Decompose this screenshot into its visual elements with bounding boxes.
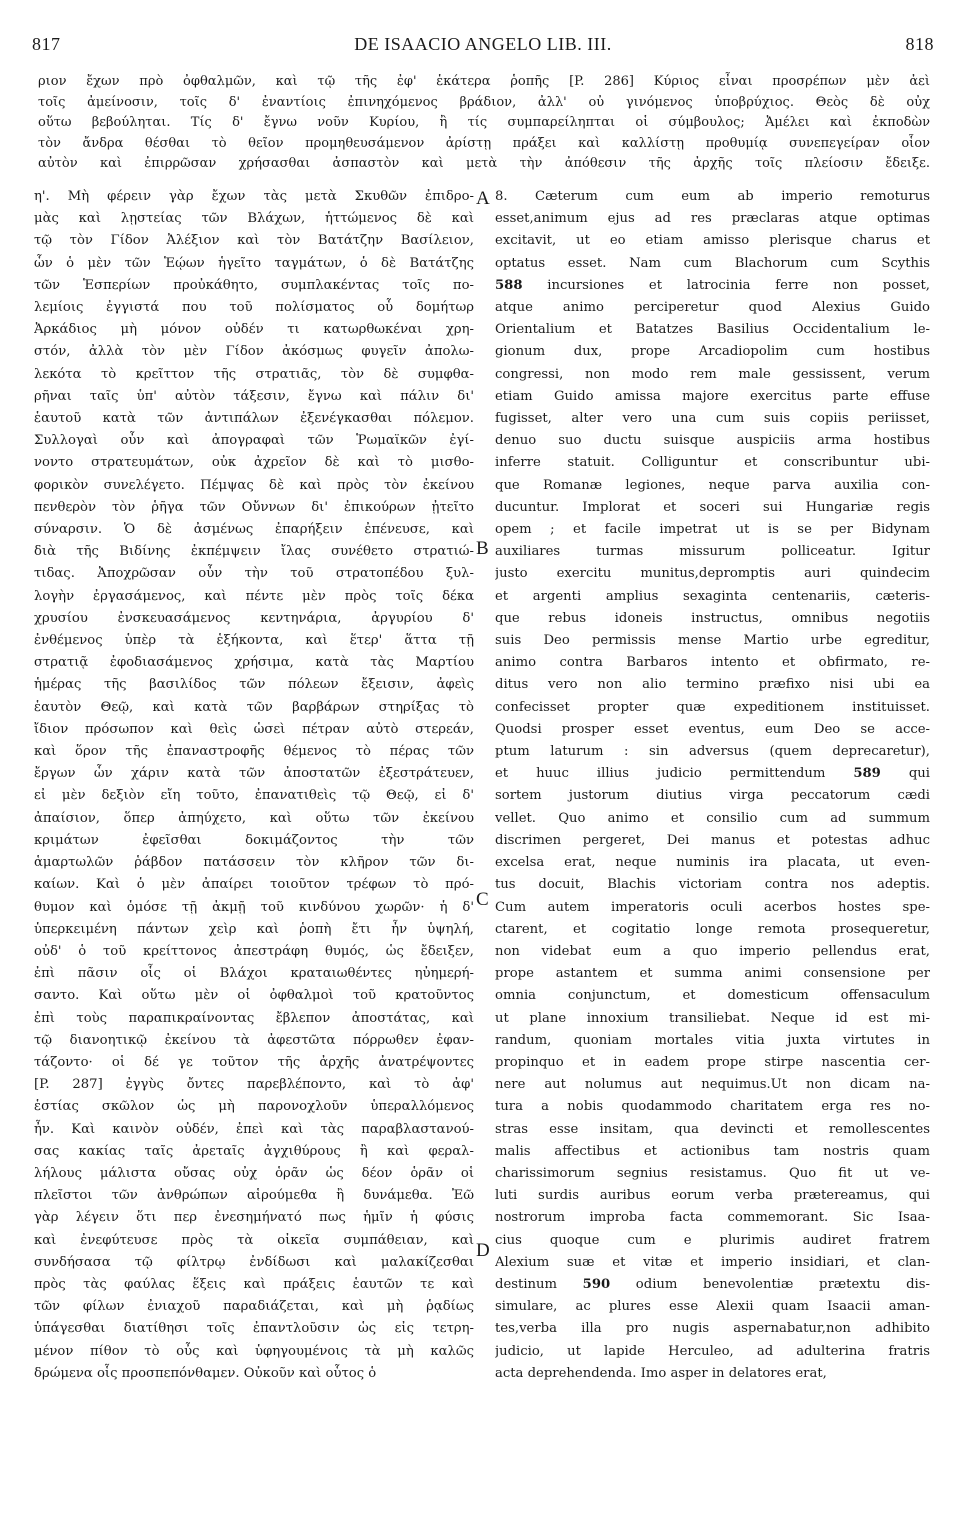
- latin-line: que rebus idoneis instructus, omnibus negotiis: [495, 610, 930, 626]
- greek-line: λογὴν ἐργασάμενος, καὶ πέντε μὲν πρὸς τοῖς δέκα: [34, 588, 474, 604]
- latin-line: charissimorum segnius resistamus. Quo fit ut ve-: [495, 1165, 930, 1181]
- latin-line: ptum laturum : sin adversus (quem deprecaretur),: [495, 744, 930, 760]
- latin-line: fugisset, alter vero una cum suis copiis periisset,: [495, 411, 930, 427]
- latin-line: atque animo perciperetur quod Alexius Guido: [495, 300, 930, 316]
- margin-letter-a: A: [476, 188, 490, 209]
- latin-line: tura a nobis quodammodo charitatem erga res no-: [495, 1099, 930, 1115]
- latin-line: stras esse insitam, qua devincti et remollescentes: [495, 1121, 930, 1137]
- greek-line: ὑπερκειμένη πάντων χεὶρ καὶ ῥοπὴ ἔτι ἦν ὑψηλή,: [34, 921, 474, 937]
- greek-line: καίων. Καὶ ὁ μὲν ἀπαίρει τοιοῦτον τρέφων τὸ πρό-: [34, 877, 474, 893]
- greek-line: μὰς καὶ λῃστείας τῶν Βλάχων, ἡττώμενος δὲ καὶ: [34, 211, 474, 227]
- text-line: τὸν ἄνδρα θέσθαι τὸ θεῖον προμηθευσάμενον ἀρίστῃ πράξει καὶ καλλίστῃ προθυμίᾳ συνεπεγείραν οἷον: [38, 135, 930, 151]
- latin-line: judicio, ut lapide Herculeo, ad adulterina fratris: [495, 1343, 930, 1359]
- greek-line: διὰ τῆς Βιδίνης ἐκπέμψειν ἴλας συνέθετο στρατιώ-: [34, 544, 474, 560]
- latin-line: confecisset propter quæ expeditionem instituisset.: [495, 699, 930, 715]
- running-header: [32, 34, 934, 56]
- latin-line: justo exercitu munitus,depromptis auri quindecim: [495, 566, 930, 582]
- latin-line: et huuc illius judicio permittendum 589 qui: [495, 766, 930, 782]
- greek-line: τῶν Ἑσπερίων προὐκάθητο, συμπλακέντας τοῖς πο-: [34, 277, 474, 293]
- latin-line: propinquo et in eadem prope stirpe nascentia cer-: [495, 1054, 930, 1070]
- greek-line: φορικὸν συνελέγετο. Πέμψας δὲ καὶ πρὸς τὸν ἐκείνου: [34, 477, 474, 493]
- greek-line: ἐνθέμενος ὑπὲρ τὰ ἑξήκοντα, καὶ ἕτερ' ἅττα τῇ: [34, 633, 474, 649]
- greek-line: σας κακίας ταῖς ἀρεταῖς ἀγχιθύρους ἢ καὶ φεραλ-: [34, 1143, 474, 1159]
- latin-line: malis affectibus et actionibus tam nostris quam: [495, 1143, 930, 1159]
- greek-line: χρυσίου ἐνσκευασάμενος κεντηνάρια, ἀργυρίου δ': [34, 610, 474, 626]
- full-width-text-block: [38, 72, 930, 175]
- greek-line: Συλλογαὶ οὖν καὶ ἀπογραφαὶ τῶν Ῥωμαϊκῶν ἐγί-: [34, 433, 474, 449]
- latin-line: auxiliares turmas missurum polliceatur. Igitur: [495, 544, 930, 560]
- latin-line: discrimen pergeret, Dei manus et potestas adhuc: [495, 832, 930, 848]
- greek-line: [P. 287] ἐγγὺς ὄντες παρεβλέποντο, καὶ τὸ ἀφ': [34, 1077, 474, 1093]
- latin-line: inferre statuit. Colliguntur et conscribuntur ubi-: [495, 455, 930, 471]
- latin-line: non videbat eum a quo imperio pellendus erat,: [495, 943, 930, 959]
- latin-line: tus docuit, Blachis victoriam contra nos adeptis.: [495, 877, 930, 893]
- text-line: ριον ἔχων πρὸ ὀφθαλμῶν, καὶ τῷ τῆς ἐφ' ἑκάτερα ῥοπῆς [P. 286] Κύριος εἶναι προσρέπων μὲν ἀεὶ: [38, 74, 930, 89]
- latin-line: Alexium suæ et vitæ et imperio insidiari, et clan-: [495, 1254, 930, 1270]
- greek-line: πλεῖστοι τῶν ἀνθρώπων αἱρούμεθα ἢ δυνάμεθα. Ἐῶ: [34, 1188, 474, 1204]
- greek-line: λήλους μάλιστα οὔσας οὐχ ὁρᾶν ὡς δέον ὁρᾶν οἱ: [34, 1165, 474, 1181]
- margin-letter-c: C: [476, 889, 489, 910]
- greek-line: σύναρσιν. Ὁ δὲ ἀσμένως ἐπαρήξειν ἐπένευσε, καὶ: [34, 522, 474, 538]
- page-number-left: 817: [32, 34, 61, 54]
- latin-line: acta deprehendenda. Imo asper in delatores erat,: [495, 1365, 827, 1381]
- greek-line: ρῆναι ταῖς ὑπ' αὐτὸν τάξεσιν, ἔγνω καὶ πάλιν δι': [34, 388, 474, 404]
- greek-line: ἡμέρας τῆς βασιλίδος τῶν πόλεων ἔξεισιν, ἀφεὶς: [34, 677, 474, 693]
- latin-line: ditus vero non alio termino præfixo nisi ubi ea: [495, 677, 930, 693]
- latin-column: [495, 186, 930, 1385]
- greek-line: τῷ διανοητικῷ ἐκείνου τὰ ἀφεστῶτα πόρρωθεν ἐφαν-: [34, 1032, 474, 1048]
- greek-line: θυμον καὶ ὁμόσε τῇ ἀκμῇ τοῦ κινδύνου χωρῶν· ἡ δ': [34, 899, 474, 915]
- greek-line: καὶ ὅρον τῆς ἐπαναστροφῆς θέμενος τὸ πέρας τῶν: [34, 744, 474, 760]
- latin-line: optatus esset. Nam cum Blachorum cum Scythis: [495, 255, 930, 271]
- greek-line: ὑπάγεσθαι διατίθησι τοῖς ἐπαντλοῦσιν ὡς εἰς τετρη-: [34, 1321, 474, 1337]
- latin-line: sortem justorum diutius virga peccatorum cædi: [495, 788, 930, 804]
- latin-line: gionum dux, prope Arcadiopolim cum hostibus: [495, 344, 930, 360]
- latin-line: nostrorum improba facta commemorant. Sic Isaa-: [495, 1210, 930, 1226]
- page-ref-number: 590: [582, 1276, 611, 1292]
- page-ref-number: 589: [853, 766, 881, 782]
- greek-line: ἴδιον πρόσωπον καὶ θεὶς ὡσεὶ πέτραν αὐτὸ στερεάν,: [34, 721, 474, 737]
- greek-line: τάζοντο· οἱ δέ γε τοῦτον τῆς ἀρχῆς ἀνατρέψοντες: [34, 1054, 474, 1070]
- greek-line: ἑστίας σκῶλον ὡς μὴ παρονοχλοῦν ὑπεραλλόμενος: [34, 1099, 474, 1115]
- greek-line: δρώμενα οἷς προσπεπόνθαμεν. Οὐκοῦν καὶ οὗτος ὁ: [34, 1365, 377, 1381]
- greek-line: ἑαυτοῦ κατὰ τῶν ἀντιπάλων ἐξενέγκασθαι πόλεμον.: [34, 411, 474, 427]
- greek-line: νοντο στρατευμάτων, οὐκ ἀχρεῖον δὲ καὶ τὸ μισθο-: [34, 455, 474, 471]
- greek-line: τιδας. Ἀποχρῶσαν οὖν τὴν τοῦ στρατοπέδου ξυλ-: [34, 566, 474, 582]
- latin-line: prope astantem et summa animi consensione per: [495, 966, 930, 982]
- text-line: οὕτω βεβούληται. Τίς δ' ἔγνω νοῦν Κυρίου, ἢ τίς συμπαρείληπται οἱ σύμβουλος; Ἀμέλει καὶ ἐκποδὼν: [38, 115, 930, 130]
- greek-line: καὶ ἐνεφύτευσε πρὸς τὰ οἰκεῖα συμπάθειαν, καὶ: [34, 1232, 474, 1248]
- latin-line: ducuntur. Implorat et soceri sui Hungariæ regis: [495, 499, 930, 515]
- greek-line: μένον πίθον τὸ οὖς καὶ ὑφηγουμένοις τὰ μὴ καλῶς: [34, 1343, 474, 1359]
- latin-line: animo contra Barbaros intento et obfirmato, re-: [495, 655, 930, 671]
- latin-line: excelsa erat, neque numinis ira placata, ut even-: [495, 855, 930, 871]
- greek-line: τῶν φίλων ἐνιαχοῦ παραδιάζεται, καὶ μὴ ῥᾳδίως: [34, 1299, 474, 1315]
- greek-line: στρατιᾷ ἐφοδιασάμενος χρήσιμα, κατὰ τὰς Μαρτίου: [34, 655, 474, 671]
- latin-line: ut plane innoxium transiliebat. Neque id est mi-: [495, 1010, 930, 1026]
- latin-line: denuo suo ductu suisque auspiciis arma hostibus: [495, 433, 930, 449]
- latin-line: opem ; et facile impetrat ut is se per Bidynam: [495, 522, 930, 538]
- text-line: τοῖς ἀμείνοσιν, τοῖς δ' ἐναντίοις ἐπινηχόμενος βράδιον, ἀλλ' οὐ γινόμενος ὑποβρύχιος. Θεὸς δὲ οὐχ: [38, 94, 930, 110]
- greek-line: εἰ μὲν δεξιὸν εἴη τοῦτο, ἐπανατιθεὶς τῷ Θεῷ, εἰ δ': [34, 788, 474, 804]
- greek-line: πενθερὸν τὸν ῥῆγα τῶν Οὔννων δι' ἐπικούρων ᾐτεῖτο: [34, 499, 474, 515]
- margin-letter-d: D: [476, 1240, 490, 1261]
- text-line: αὐτὸν καὶ ἐπιρρῶσαν χρήσασθαι ἀσπαστὸν καὶ μετὰ τὴν ἀπόθεσιν τῆς ἀρχῆς τοῖς πλείοσιν ἔδειξε.: [38, 156, 930, 171]
- greek-line: τῷ τὸν Γίδον Ἀλέξιον καὶ τὸν Βατάτζην Βασίλειον,: [34, 233, 474, 249]
- greek-line: ἀπαίσιον, ὅπερ ἀπηύχετο, καὶ οὕτω τῶν ἐκείνου: [34, 810, 474, 826]
- greek-line: ἑαυτὸν Θεῷ, καὶ κατὰ τῶν βαρβάρων στηρίξας τὸ: [34, 699, 474, 715]
- latin-line: destinum 590 odium benevolentiæ prætextu dis-: [495, 1276, 930, 1292]
- latin-line: 8. Cæterum cum eum ab imperio remoturus: [495, 189, 930, 204]
- greek-line: ἐπὶ πᾶσιν οἷς οἱ Βλάχοι κραταιωθέντες ηὐημερή-: [34, 966, 474, 982]
- greek-line: ἐπὶ τοὺς παραπικραίνοντας ἔβλεπον ἀποστάτας, καὶ: [34, 1010, 474, 1026]
- latin-line: vellet. Quo animo et consilio cum ad summum: [495, 810, 930, 826]
- greek-line: σαντο. Καὶ οὕτω μὲν οἱ ὀφθαλμοὶ τοῦ κρατοῦντος: [34, 988, 474, 1004]
- latin-line: Orientalium et Batatzes Basilius Occidentalium le-: [495, 322, 930, 338]
- latin-line: luti surdis auribus eorum verba prætereamus, qui: [495, 1188, 930, 1204]
- latin-line: esset,animum ejus ad res præclaras atque optimas: [495, 211, 930, 227]
- latin-line: simulare, ac plures esse Alexii quam Isaacii aman-: [495, 1299, 930, 1315]
- latin-line: Quodsi prosper esset eventus, eum Deo se acce-: [495, 721, 930, 737]
- greek-line: λεκότα τὸ κρεῖττον τῆς στρατιᾶς, τὸν δὲ συμφθα-: [34, 366, 474, 382]
- greek-line: συνδήσασα τῷ φίλτρῳ ἐνδίδωσι καὶ μαλακίζεσθαι: [34, 1254, 474, 1270]
- margin-letter-b: B: [476, 538, 489, 559]
- latin-line: ctarent, et cogitatio longe remota prosequeretur,: [495, 921, 930, 937]
- greek-line: ἔργων ὧν χάριν κατὰ τῶν ἀποστατῶν ἐξεστράτευεν,: [34, 766, 474, 782]
- greek-line: ὧν ὁ μὲν τῶν Ἑῴων ἡγεῖτο ταγμάτων, ὁ δὲ Βατάτζης: [34, 255, 474, 271]
- latin-line: 588 incursiones et latrocinia ferre non posset,: [495, 277, 930, 293]
- latin-line: excitavit, ut eo etiam amisso plerisque charus et: [495, 233, 930, 249]
- greek-line: η'. Μὴ φέρειν γὰρ ἔχων τὰς μετὰ Σκυθῶν ἐπιδρο-: [34, 189, 474, 204]
- page-number-right: 818: [905, 34, 934, 54]
- greek-line: οὐδ' ὁ τοῦ κρείττονος ἀπεστράφη θυμός, ὡς ἔδειξεν,: [34, 943, 474, 959]
- latin-line: nere aut nolumus aut nequimus.Ut non dicam na-: [495, 1077, 930, 1093]
- greek-column: [34, 186, 474, 1385]
- greek-line: Ἀρκάδιος μὴ μόνον οὐδέν τι κατωρθωκέναι χρη-: [34, 322, 474, 338]
- running-title: DE ISAACIO ANGELO LIB. III.: [354, 34, 612, 54]
- greek-line: ἁμαρτωλῶν ῥάβδον πατάσσειν τὸν κλῆρον τῶν δι-: [34, 855, 474, 871]
- greek-line: πρὸς τὰς φαύλας ἕξεις καὶ πράξεις ἑαυτῶν τε καὶ: [34, 1276, 474, 1292]
- latin-line: Cum autem imperatoris oculi acerbos hostes spe-: [495, 899, 930, 915]
- latin-line: omnia conjunctum, et domesticum offensaculum: [495, 988, 930, 1004]
- greek-line: ἦν. Καὶ καινὸν οὐδέν, ἐπεὶ καὶ τὰς παραβλαστανού-: [34, 1121, 474, 1137]
- greek-line: στόν, ἀλλὰ τὸν μὲν Γίδον ἀκόσμως φυγεῖν ἀπολω-: [34, 344, 474, 360]
- latin-line: etiam Guido amissa majore exercitus parte effuse: [495, 388, 930, 404]
- page-ref-number: 588: [495, 277, 523, 293]
- latin-line: congressi, non modo rem male gessissent, verum: [495, 366, 930, 382]
- latin-line: randum, quoniam mortales vitia juxta virtutes in: [495, 1032, 930, 1048]
- latin-line: et argenti amplius sexaginta centenariis, cæteris-: [495, 588, 930, 604]
- greek-line: κριμάτων ἐφεῖσθαι δοκιμάζοντος τὴν τῶν: [34, 832, 474, 848]
- latin-line: cius quoque cum e plurimis audiret fratrem: [495, 1232, 930, 1248]
- latin-line: que Romanæ legiones, neque parva auxilia con-: [495, 477, 930, 493]
- latin-line: suis Deo permissis mense Martio urbe egreditur,: [495, 633, 930, 649]
- greek-line: γὰρ λέγειν ὅτι περ ἐνεσημήνατό πως ἡμῖν ἡ φύσις: [34, 1210, 474, 1226]
- latin-line: tes,verba illa pro nugis aspernabatur,non adhibito: [495, 1321, 930, 1337]
- greek-line: λεμίοις ἐγγιστά που τοῦ πολίσματος οὗ δομήτωρ: [34, 300, 474, 316]
